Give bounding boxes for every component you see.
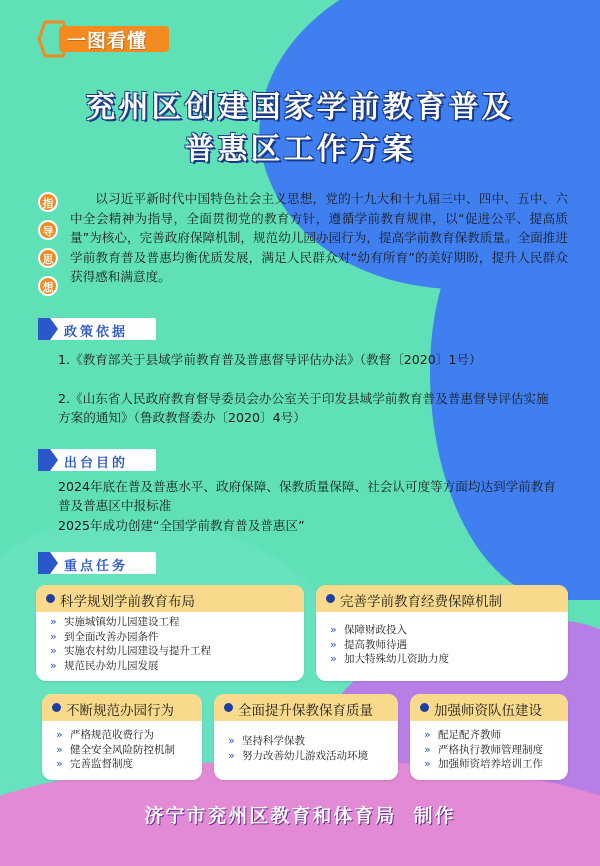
footer-credit: 济宁市兖州区教育和体育局 制作 <box>144 805 456 827</box>
policy-item: 1.《教育部关于县域学前教育普及普惠督导评估办法》（教督〔2020〕1号） <box>58 352 482 367</box>
card-title: 不断规范办园行为 <box>66 703 174 719</box>
chevron-right-icon: » <box>330 637 337 651</box>
guide-paragraph: 以习近平新时代中国特色社会主义思想，党的十九大和十九届三中、四中、五中、六中全会精神为指导，全面贯彻党的教育方针，遵循学前教育规律，以“促进公平、提高质量”为核心，完善政府保障机制，规范幼儿园办园行为，提高学前教育保教质量。全面推进学前教育普及普惠均衡优质发展，满足人民群众对“幼有所育”的美好期盼，提升人民群众获得感和满意度。 <box>70 191 568 284</box>
list-item: » 加强师资培养培训工作 <box>424 757 543 770</box>
list-item: » 坚持科学保教 <box>228 734 305 747</box>
bullet-dot-icon <box>46 594 55 603</box>
bullet-dot-icon <box>420 703 429 712</box>
list-item: » 配足配齐教师 <box>424 728 501 741</box>
section-label-tasks <box>38 552 156 574</box>
list-item: » 实施城镇幼儿园建设工程 <box>50 615 180 628</box>
task-card-quality <box>214 694 398 780</box>
card-header <box>214 694 398 721</box>
card-list <box>228 734 368 763</box>
brand-logo <box>37 20 171 58</box>
card-header <box>410 694 568 721</box>
chevron-right-icon: » <box>424 742 431 756</box>
goal-item: 2025年成功创建“全国学前教育普及普惠区” <box>58 518 305 533</box>
guide-badge: 想 <box>38 276 58 296</box>
chevron-right-icon: » <box>56 728 63 741</box>
card-title: 加强师资队伍建设 <box>434 703 542 719</box>
guide-badge: 导 <box>38 220 58 240</box>
guide-badge: 指 <box>38 192 58 212</box>
card-title: 全面提升保教保育质量 <box>238 703 373 719</box>
list-item: » 严格执行教师管理制度 <box>424 742 543 756</box>
chevron-right-icon: » <box>330 652 337 665</box>
task-card-layout <box>36 585 304 681</box>
section-label-text: 重点任务 <box>64 559 129 574</box>
chevron-right-icon: » <box>50 615 57 628</box>
list-item: » 提高教师待遇 <box>330 637 407 651</box>
card-list <box>330 623 449 667</box>
chevron-right-icon: » <box>50 644 57 657</box>
list-item: » 保障财政投入 <box>330 623 407 636</box>
list-item: » 加大特殊幼儿资助力度 <box>330 652 449 665</box>
chevron-right-icon: » <box>228 734 235 747</box>
chevron-right-icon: » <box>56 742 63 756</box>
card-header <box>36 585 304 612</box>
bullet-dot-icon <box>224 703 233 712</box>
card-title: 完善学前教育经费保障机制 <box>340 594 502 610</box>
chevron-right-icon: » <box>330 623 337 636</box>
list-item: » 健全安全风险防控机制 <box>56 742 175 756</box>
chevron-right-icon: » <box>50 629 57 643</box>
bullet-dot-icon <box>326 594 335 603</box>
list-item: » 规范民办幼儿园发展 <box>50 658 159 672</box>
section-label-text: 出台目的 <box>64 456 129 471</box>
card-header <box>42 694 202 721</box>
logo-text: 一图看懂 <box>67 30 148 52</box>
chevron-right-icon: » <box>424 728 431 741</box>
arrow-icon <box>38 552 58 574</box>
card-list <box>50 615 211 673</box>
bullet-dot-icon <box>52 703 61 712</box>
chevron-right-icon: » <box>56 757 63 770</box>
chevron-right-icon: » <box>228 748 235 762</box>
list-item: » 到全面改善办园条件 <box>50 629 159 643</box>
goal-item: 2024年底在普及普惠水平、政府保障、保教质量保障、社会认可度等方面均达到学前教育普及普惠区中报标准 <box>58 479 557 513</box>
task-card-conduct <box>42 694 202 780</box>
task-card-teachers <box>410 694 568 780</box>
chevron-right-icon: » <box>50 658 57 672</box>
list-item: » 完善监督制度 <box>56 757 133 770</box>
card-header <box>316 585 568 612</box>
list-item: » 努力改善幼儿游戏活动环境 <box>228 748 368 762</box>
chevron-right-icon: » <box>424 757 431 770</box>
policy-item: 2.《山东省人民政府教育督导委员会办公室关于印发县域学前教育普及普惠督导评估实施方案的通知》（鲁政教督委办〔2020〕4号） <box>58 391 549 425</box>
page-title-line2: 普惠区工作方案 <box>184 132 416 167</box>
guide-badges <box>38 192 62 304</box>
card-list <box>56 728 175 772</box>
arrow-icon <box>38 318 58 340</box>
section-label-policy <box>38 318 156 340</box>
section-label-goal <box>38 449 156 471</box>
task-card-funding <box>316 585 568 681</box>
guide-badge: 思 <box>38 248 58 268</box>
arrow-icon <box>38 449 58 471</box>
card-title: 科学规划学前教育布局 <box>60 594 195 610</box>
list-item: » 实施农村幼儿园建设与提升工程 <box>50 644 211 657</box>
list-item: » 严格规范收费行为 <box>56 728 154 741</box>
section-label-text: 政策依据 <box>64 325 129 340</box>
page-title-line1: 兖州区创建国家学前教育普及 <box>85 90 515 125</box>
card-list <box>424 728 543 772</box>
